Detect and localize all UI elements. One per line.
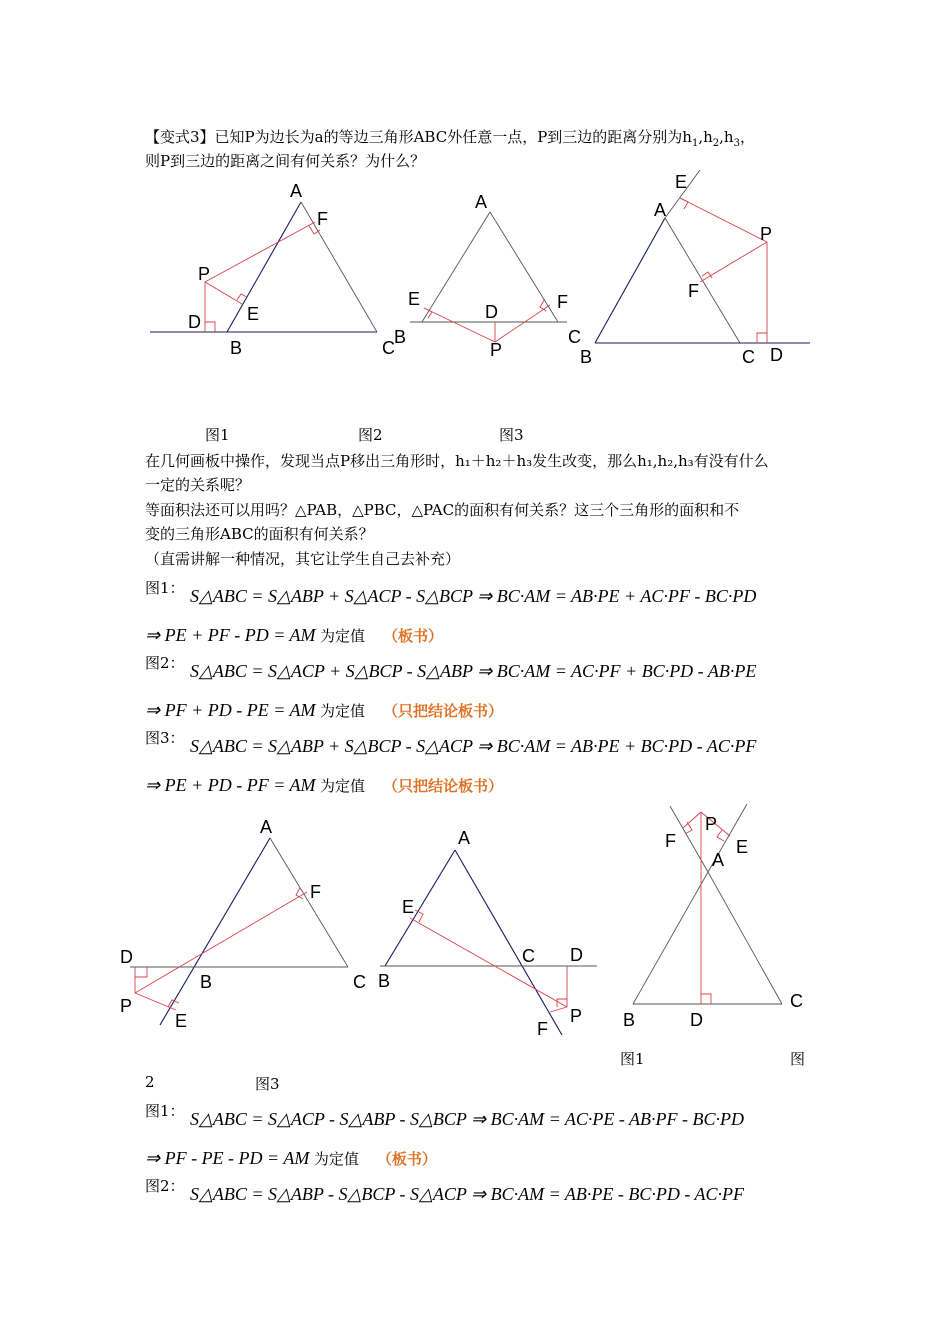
label-B: B — [200, 972, 213, 992]
case1-result: ⇒ PE + PF - PD = AM 为定值 （板书） — [145, 625, 444, 645]
case2-equation: S△ABC = S△ACP + S△BCP - S△ABP ⇒ BC·AM = AC·PF + BC·PD - AB·PE — [190, 661, 757, 681]
label-C: C — [742, 347, 755, 367]
label-P: P — [570, 1006, 583, 1026]
label-C: C — [382, 338, 395, 358]
bottom-fig-1 — [120, 817, 366, 1031]
label-D: D — [690, 1010, 703, 1030]
case2-result: ⇒ PF + PD - PE = AM 为定值 （只把结论板书） — [145, 700, 504, 720]
bottom-fig-3 — [623, 804, 803, 1030]
paragraph-1b: 一定的关系呢？ — [145, 476, 251, 494]
label-B: B — [230, 338, 243, 358]
paragraph-1: 在几何画板中操作，发现当点P移出三角形时，h₁＋h₂＋h₃发生改变，那么h₁,h₂,h₃有没有什么 — [145, 452, 769, 470]
label-C: C — [568, 327, 581, 347]
label-E: E — [736, 837, 749, 857]
label-F: F — [557, 292, 568, 312]
case1-equation: S△ABC = S△ABP + S△ACP - S△BCP ⇒ BC·AM = AB·PE + AC·PF - BC·PD — [190, 586, 757, 606]
top-fig-2 — [394, 192, 581, 360]
label-A: A — [260, 817, 273, 837]
label-F: F — [317, 209, 328, 229]
case2-label: 图2： — [145, 654, 185, 672]
label-B: B — [580, 347, 593, 367]
label-A: A — [654, 200, 667, 220]
label-D: D — [120, 947, 133, 967]
caption-top-1: 图1 — [205, 426, 230, 444]
label-F: F — [310, 882, 321, 902]
label-A: A — [475, 192, 488, 212]
label-E: E — [175, 1011, 188, 1031]
case4-result: ⇒ PF - PE - PD = AM 为定值 （板书） — [145, 1148, 437, 1168]
paragraph-2b: 变的三角形ABC的面积有何关系？ — [145, 525, 374, 543]
label-F: F — [537, 1019, 548, 1039]
caption-top-2: 图2 — [358, 426, 383, 444]
label-E: E — [675, 172, 688, 192]
caption-bottom-2: 2 — [145, 1073, 155, 1091]
label-P: P — [760, 224, 773, 244]
label-D: D — [770, 345, 783, 365]
label-D: D — [570, 945, 583, 965]
intro-line-1: 【变式3】已知P为边长为a的等边三角形ABC外任意一点，P到三边的距离分别为$h_1,h_2,h_3$， — [145, 128, 755, 149]
label-A: A — [290, 181, 303, 201]
caption-top-3: 图3 — [499, 426, 524, 444]
top-fig-1 — [150, 181, 395, 358]
label-E: E — [402, 897, 415, 917]
case3-result: ⇒ PE + PD - PF = AM 为定值 （只把结论板书） — [145, 775, 504, 795]
caption-bottom-1: 图1 — [620, 1050, 645, 1068]
label-D: D — [188, 312, 201, 332]
label-E: E — [408, 289, 421, 309]
top-fig-3 — [568, 170, 810, 367]
case4-equation: S△ABC = S△ACP - S△ABP - S△BCP ⇒ BC·AM = AC·PE - AB·PF - BC·PD — [190, 1109, 745, 1129]
case3-label: 图3： — [145, 729, 185, 747]
label-E: E — [247, 304, 260, 324]
label-P: P — [198, 264, 211, 284]
case5-label: 图2： — [145, 1177, 185, 1195]
paragraph-2: 等面积法还可以用吗？△PAB，△PBC，△PAC的面积有何关系？这三个三角形的面积和不 — [145, 501, 740, 519]
label-P: P — [120, 996, 133, 1016]
label-B: B — [623, 1010, 636, 1030]
label-A: A — [458, 828, 471, 848]
label-F: F — [688, 281, 699, 301]
label-C: C — [522, 946, 535, 966]
label-P: P — [490, 340, 503, 360]
top-figures — [140, 170, 820, 390]
case4-label: 图1： — [145, 1102, 185, 1120]
paragraph-3: （直需讲解一种情况，其它让学生自己去补充） — [145, 550, 461, 568]
bottom-fig-2 — [378, 828, 597, 1039]
case5-equation: S△ABC = S△ABP - S△BCP - S△ACP ⇒ BC·AM = AB·PE - BC·PD - AC·PF — [190, 1184, 745, 1204]
label-C: C — [790, 991, 803, 1011]
case1-label: 图1： — [145, 579, 185, 597]
label-D: D — [485, 302, 498, 322]
label-P: P — [705, 814, 718, 834]
caption-bottom-3: 图3 — [255, 1075, 280, 1093]
label-B: B — [378, 971, 391, 991]
label-C: C — [353, 972, 366, 992]
case3-equation: S△ABC = S△ABP + S△BCP - S△ACP ⇒ BC·AM = AB·PE + BC·PD - AC·PF — [190, 736, 757, 756]
label-A: A — [712, 850, 725, 870]
label-B: B — [394, 327, 407, 347]
caption-bottom-right: 图 — [790, 1050, 806, 1068]
bottom-figures — [110, 800, 820, 1045]
intro-line-2: 则P到三边的距离之间有何关系？为什么？ — [145, 152, 426, 170]
label-F: F — [665, 831, 676, 851]
